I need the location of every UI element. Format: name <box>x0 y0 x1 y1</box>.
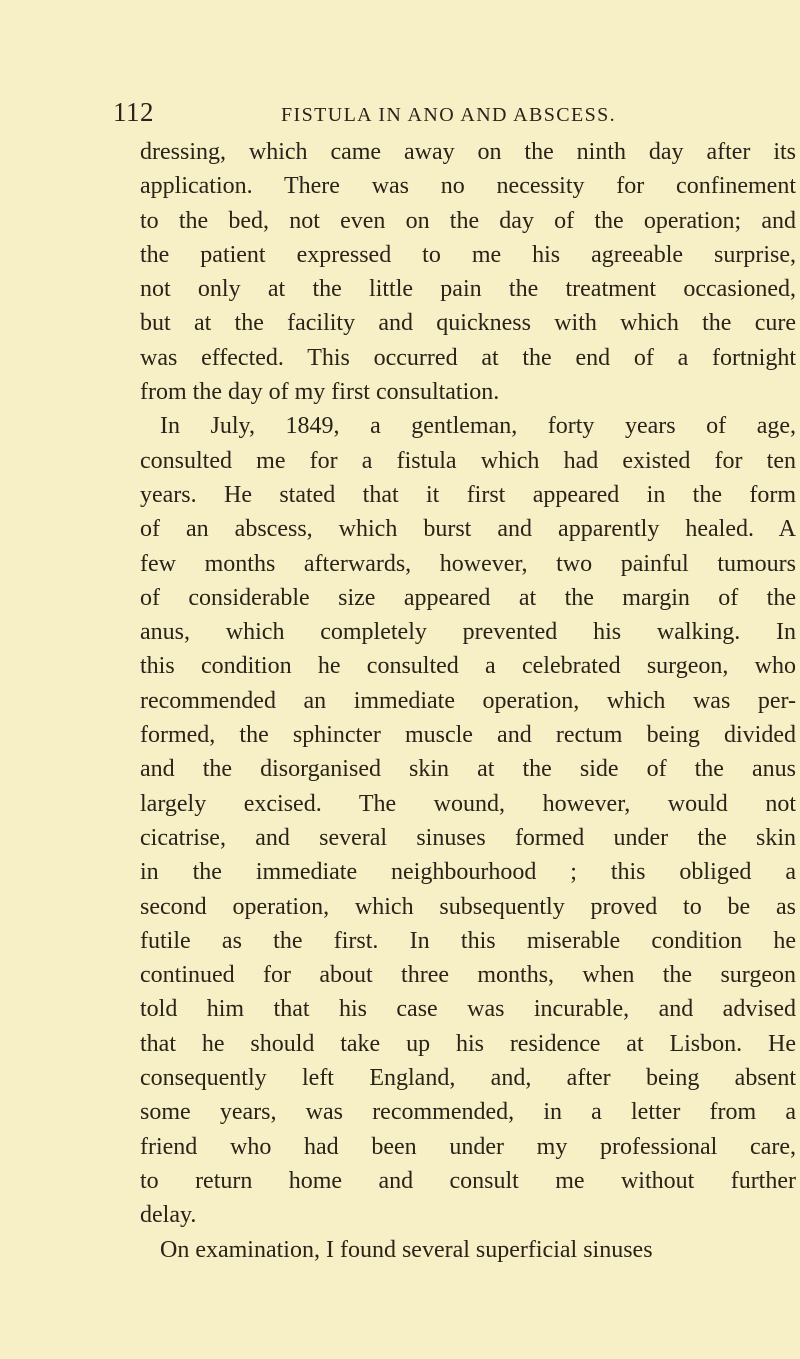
text-line: told him that his case was incurable, and advised <box>140 996 796 1023</box>
text-line: some years, was recommended, in a letter from a <box>140 1099 796 1126</box>
text-line: On examination, I found several superficial sinuses <box>160 1236 653 1263</box>
text-line: to return home and consult me without further <box>140 1167 796 1194</box>
text-line: cicatrise, and several sinuses formed under the skin <box>140 824 796 851</box>
text-line: continued for about three months, when the surgeon <box>140 962 796 989</box>
text-line: dressing, which came away on the ninth day after its <box>140 139 796 165</box>
text-line: of an abscess, which burst and apparently healed. A <box>140 516 796 543</box>
text-line: to the bed, not even on the day of the operation; and <box>140 207 796 234</box>
text-line: was effected. This occurred at the end of a fortnight <box>140 344 796 371</box>
text-line: consequently left England, and, after being absent <box>140 1065 796 1092</box>
text-line: the patient expressed to me his agreeable surprise, <box>140 241 796 268</box>
text-line: but at the facility and quickness with which the cure <box>140 310 796 337</box>
text-line: second operation, which subsequently proved to be as <box>140 893 796 920</box>
text-line: futile as the first. In this miserable condition he <box>140 927 796 954</box>
running-head <box>113 97 685 137</box>
text-line: of considerable size appeared at the margin of the <box>140 584 796 611</box>
text-line: largely excised. The wound, however, would not <box>140 790 796 817</box>
text-line: in the immediate neighbourhood ; this obliged a <box>140 859 796 886</box>
text-line: years. He stated that it first appeared in the form <box>140 481 796 508</box>
text-line: anus, which completely prevented his walking. In <box>140 619 796 646</box>
text-line: recommended an immediate operation, which was per- <box>140 687 796 714</box>
text-line: In July, 1849, a gentleman, forty years of age, <box>160 413 796 440</box>
text-line: this condition he consulted a celebrated surgeon, who <box>140 653 796 680</box>
text-line: formed, the sphincter muscle and rectum being divided <box>140 722 796 749</box>
text-line: that he should take up his residence at Lisbon. He <box>140 1030 796 1057</box>
running-title: FISTULA IN ANO AND ABSCESS. <box>281 104 617 126</box>
text-line: and the disorganised skin at the side of the anus <box>140 756 796 783</box>
page-number: 112 <box>113 97 154 127</box>
text-line: few months afterwards, however, two painful tumours <box>140 550 796 577</box>
text-line: friend who had been under my professional care, <box>140 1133 796 1160</box>
text-line: application. There was no necessity for confinement <box>140 173 796 200</box>
text-line: from the day of my first consultation. <box>140 379 500 406</box>
body-text <box>140 135 796 1267</box>
text-line: delay. <box>140 1202 197 1229</box>
text-line: not only at the little pain the treatment occasioned, <box>140 276 796 303</box>
text-line: consulted me for a fistula which had existed for ten <box>140 447 796 474</box>
